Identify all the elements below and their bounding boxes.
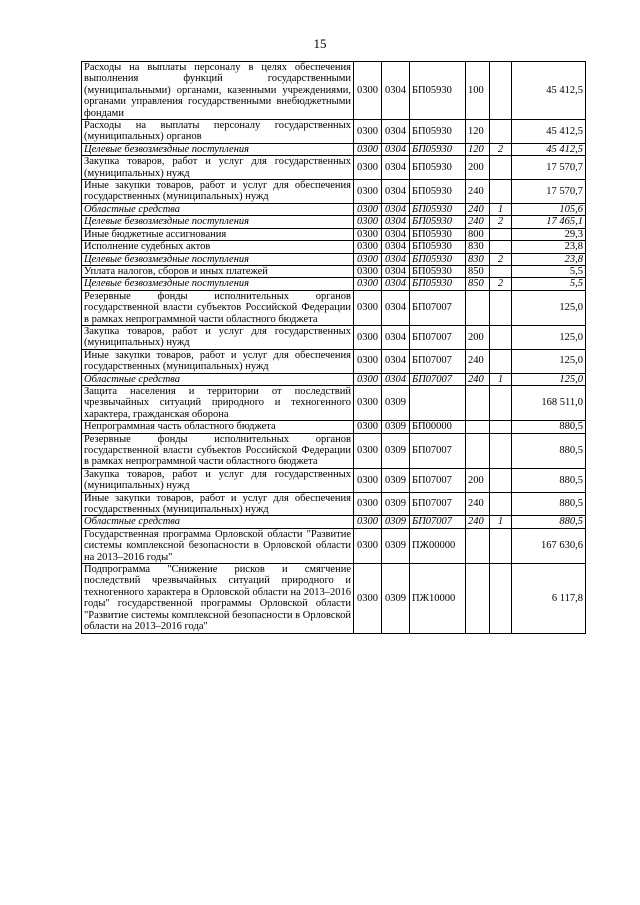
row-target-article-cell: БП00000	[410, 421, 466, 433]
row-expense-type-cell: 240	[466, 373, 490, 385]
row-source-cell	[490, 290, 512, 325]
row-amount-cell: 105,6	[512, 203, 586, 215]
row-amount-cell: 17 570,7	[512, 180, 586, 204]
row-amount-cell: 880,5	[512, 468, 586, 492]
row-name-cell: Исполнение судебных актов	[82, 241, 354, 253]
row-source-cell: 2	[490, 216, 512, 228]
row-subsection-cell: 0309	[382, 421, 410, 433]
row-amount-cell: 23,8	[512, 241, 586, 253]
row-expense-type-cell: 240	[466, 203, 490, 215]
row-subsection-cell: 0304	[382, 290, 410, 325]
row-subsection-cell: 0304	[382, 349, 410, 373]
row-expense-type-cell: 120	[466, 120, 490, 144]
row-target-article-cell: БП05930	[410, 228, 466, 240]
row-section-cell: 0300	[354, 62, 382, 120]
table-row	[82, 156, 586, 180]
page-number: 15	[313, 36, 327, 51]
row-expense-type-cell	[466, 528, 490, 563]
row-section-cell: 0300	[354, 349, 382, 373]
row-source-cell	[490, 241, 512, 253]
row-source-cell: 2	[490, 253, 512, 265]
table-row	[82, 492, 586, 516]
row-section-cell: 0300	[354, 253, 382, 265]
row-section-cell: 0300	[354, 528, 382, 563]
row-source-cell: 2	[490, 143, 512, 155]
row-subsection-cell: 0304	[382, 216, 410, 228]
row-section-cell: 0300	[354, 228, 382, 240]
row-amount-cell: 17 465,1	[512, 216, 586, 228]
row-expense-type-cell: 120	[466, 143, 490, 155]
row-source-cell	[490, 62, 512, 120]
row-section-cell: 0300	[354, 265, 382, 277]
row-section-cell: 0300	[354, 421, 382, 433]
row-subsection-cell: 0309	[382, 564, 410, 633]
row-amount-cell: 5,5	[512, 265, 586, 277]
row-section-cell: 0300	[354, 143, 382, 155]
row-target-article-cell: БП05930	[410, 156, 466, 180]
row-subsection-cell: 0304	[382, 156, 410, 180]
row-expense-type-cell: 830	[466, 241, 490, 253]
table-row	[82, 373, 586, 385]
row-expense-type-cell: 850	[466, 265, 490, 277]
row-name-cell: Целевые безвозмездные поступления	[82, 143, 354, 155]
row-expense-type-cell: 800	[466, 228, 490, 240]
row-amount-cell: 880,5	[512, 516, 586, 528]
row-section-cell: 0300	[354, 120, 382, 144]
row-target-article-cell: БП05930	[410, 203, 466, 215]
row-source-cell	[490, 421, 512, 433]
table-row	[82, 528, 586, 563]
row-amount-cell: 880,5	[512, 492, 586, 516]
row-section-cell: 0300	[354, 180, 382, 204]
row-subsection-cell: 0309	[382, 433, 410, 468]
row-amount-cell: 45 412,5	[512, 62, 586, 120]
row-expense-type-cell: 240	[466, 216, 490, 228]
row-expense-type-cell	[466, 290, 490, 325]
row-subsection-cell: 0304	[382, 241, 410, 253]
table-row	[82, 241, 586, 253]
row-name-cell: Иные бюджетные ассигнования	[82, 228, 354, 240]
row-target-article-cell: БП07007	[410, 325, 466, 349]
row-amount-cell: 17 570,7	[512, 156, 586, 180]
row-source-cell: 1	[490, 373, 512, 385]
table-row	[82, 265, 586, 277]
row-amount-cell: 167 630,6	[512, 528, 586, 563]
row-section-cell: 0300	[354, 203, 382, 215]
row-source-cell	[490, 433, 512, 468]
table-row	[82, 216, 586, 228]
table-row	[82, 253, 586, 265]
row-amount-cell: 5,5	[512, 278, 586, 290]
row-target-article-cell: БП07007	[410, 468, 466, 492]
row-target-article-cell: БП07007	[410, 373, 466, 385]
table-row	[82, 228, 586, 240]
row-name-cell: Целевые безвозмездные поступления	[82, 253, 354, 265]
row-expense-type-cell: 240	[466, 349, 490, 373]
row-amount-cell: 6 117,8	[512, 564, 586, 633]
row-expense-type-cell: 240	[466, 180, 490, 204]
row-section-cell: 0300	[354, 278, 382, 290]
row-expense-type-cell: 200	[466, 156, 490, 180]
row-target-article-cell: БП05930	[410, 241, 466, 253]
row-target-article-cell: БП05930	[410, 143, 466, 155]
row-subsection-cell: 0304	[382, 180, 410, 204]
row-target-article-cell: БП05930	[410, 216, 466, 228]
row-section-cell: 0300	[354, 492, 382, 516]
row-section-cell: 0300	[354, 564, 382, 633]
row-section-cell: 0300	[354, 290, 382, 325]
row-name-cell: Иные закупки товаров, работ и услуг для обеспечения государственных (муниципальных) нужд	[82, 180, 354, 204]
row-source-cell	[490, 492, 512, 516]
row-target-article-cell	[410, 385, 466, 420]
row-expense-type-cell: 200	[466, 325, 490, 349]
row-name-cell: Защита населения и территории от последствий чрезвычайных ситуаций природного и техногенного характера, гражданская оборона	[82, 385, 354, 420]
row-subsection-cell: 0304	[382, 228, 410, 240]
row-target-article-cell: БП07007	[410, 516, 466, 528]
row-subsection-cell: 0309	[382, 492, 410, 516]
row-expense-type-cell	[466, 564, 490, 633]
row-target-article-cell: БП05930	[410, 278, 466, 290]
budget-table-body	[82, 62, 586, 634]
row-source-cell	[490, 120, 512, 144]
row-name-cell: Закупка товаров, работ и услуг для государственных (муниципальных) нужд	[82, 156, 354, 180]
row-expense-type-cell: 100	[466, 62, 490, 120]
table-row	[82, 385, 586, 420]
row-name-cell: Государственная программа Орловской области "Развитие системы комплексной безопасности в Орловской области на 2013–2016 годы"	[82, 528, 354, 563]
row-source-cell	[490, 265, 512, 277]
row-amount-cell: 125,0	[512, 325, 586, 349]
row-section-cell: 0300	[354, 373, 382, 385]
row-source-cell	[490, 180, 512, 204]
row-name-cell: Расходы на выплаты персоналу в целях обеспечения выполнения функций государственными (муниципальными) органами, казенными учреждениями, органами управления государственными внебюджетными фондами	[82, 62, 354, 120]
table-row	[82, 120, 586, 144]
row-amount-cell: 880,5	[512, 421, 586, 433]
row-subsection-cell: 0304	[382, 278, 410, 290]
row-target-article-cell: БП07007	[410, 433, 466, 468]
row-subsection-cell: 0309	[382, 468, 410, 492]
row-name-cell: Закупка товаров, работ и услуг для государственных (муниципальных) нужд	[82, 468, 354, 492]
table-row	[82, 468, 586, 492]
row-subsection-cell: 0304	[382, 265, 410, 277]
row-name-cell: Областные средства	[82, 203, 354, 215]
table-row	[82, 143, 586, 155]
table-row	[82, 433, 586, 468]
budget-table	[81, 61, 586, 634]
row-name-cell: Расходы на выплаты персоналу государственных (муниципальных) органов	[82, 120, 354, 144]
row-target-article-cell: БП07007	[410, 349, 466, 373]
row-subsection-cell: 0304	[382, 373, 410, 385]
table-row	[82, 62, 586, 120]
row-source-cell: 1	[490, 516, 512, 528]
table-row	[82, 290, 586, 325]
row-name-cell: Резервные фонды исполнительных органов государственной власти субъектов Российской Федерации в рамках непрограммной части областного бюджета	[82, 290, 354, 325]
row-amount-cell: 880,5	[512, 433, 586, 468]
row-section-cell: 0300	[354, 468, 382, 492]
row-expense-type-cell	[466, 421, 490, 433]
row-target-article-cell: БП07007	[410, 290, 466, 325]
row-target-article-cell: БП05930	[410, 180, 466, 204]
table-row	[82, 203, 586, 215]
row-amount-cell: 23,8	[512, 253, 586, 265]
row-expense-type-cell: 200	[466, 468, 490, 492]
row-target-article-cell: БП05930	[410, 265, 466, 277]
row-source-cell	[490, 528, 512, 563]
row-source-cell	[490, 349, 512, 373]
row-name-cell: Подпрограмма "Снижение рисков и смягчение последствий чрезвычайных ситуаций природного и техногенного характера в Орловской области на 2013–2016 годы" государственной программы Орловской области "Развитие системы комплексной безопасности в Орловской области на 2013–2016 года"	[82, 564, 354, 633]
row-source-cell	[490, 468, 512, 492]
row-subsection-cell: 0309	[382, 528, 410, 563]
row-subsection-cell: 0304	[382, 325, 410, 349]
row-source-cell	[490, 228, 512, 240]
row-expense-type-cell	[466, 385, 490, 420]
row-subsection-cell: 0304	[382, 143, 410, 155]
row-source-cell: 1	[490, 203, 512, 215]
row-source-cell	[490, 156, 512, 180]
row-source-cell: 2	[490, 278, 512, 290]
row-amount-cell: 125,0	[512, 290, 586, 325]
row-section-cell: 0300	[354, 385, 382, 420]
table-row	[82, 180, 586, 204]
row-name-cell: Иные закупки товаров, работ и услуг для обеспечения государственных (муниципальных) нужд	[82, 349, 354, 373]
row-name-cell: Закупка товаров, работ и услуг для государственных (муниципальных) нужд	[82, 325, 354, 349]
row-target-article-cell: БП05930	[410, 253, 466, 265]
row-expense-type-cell: 240	[466, 492, 490, 516]
row-source-cell	[490, 385, 512, 420]
row-amount-cell: 168 511,0	[512, 385, 586, 420]
table-row	[82, 349, 586, 373]
row-source-cell	[490, 564, 512, 633]
table-row	[82, 564, 586, 633]
row-section-cell: 0300	[354, 433, 382, 468]
row-section-cell: 0300	[354, 156, 382, 180]
row-expense-type-cell	[466, 433, 490, 468]
row-expense-type-cell: 830	[466, 253, 490, 265]
row-amount-cell: 45 412,5	[512, 120, 586, 144]
row-expense-type-cell: 850	[466, 278, 490, 290]
row-amount-cell: 125,0	[512, 373, 586, 385]
row-name-cell: Резервные фонды исполнительных органов государственной власти субъектов Российской Федерации в рамках непрограммной части областного бюджета	[82, 433, 354, 468]
row-subsection-cell: 0304	[382, 62, 410, 120]
row-name-cell: Непрограммная часть областного бюджета	[82, 421, 354, 433]
row-target-article-cell: БП05930	[410, 62, 466, 120]
row-subsection-cell: 0304	[382, 203, 410, 215]
row-expense-type-cell: 240	[466, 516, 490, 528]
row-name-cell: Целевые безвозмездные поступления	[82, 278, 354, 290]
row-amount-cell: 45 412,5	[512, 143, 586, 155]
table-row	[82, 516, 586, 528]
row-source-cell	[490, 325, 512, 349]
row-subsection-cell: 0309	[382, 516, 410, 528]
row-target-article-cell: БП07007	[410, 492, 466, 516]
row-target-article-cell: ПЖ10000	[410, 564, 466, 633]
row-amount-cell: 125,0	[512, 349, 586, 373]
row-amount-cell: 29,3	[512, 228, 586, 240]
table-row	[82, 278, 586, 290]
table-row	[82, 421, 586, 433]
row-section-cell: 0300	[354, 241, 382, 253]
row-section-cell: 0300	[354, 516, 382, 528]
row-name-cell: Областные средства	[82, 516, 354, 528]
row-section-cell: 0300	[354, 216, 382, 228]
row-name-cell: Иные закупки товаров, работ и услуг для обеспечения государственных (муниципальных) нужд	[82, 492, 354, 516]
table-row	[82, 325, 586, 349]
row-name-cell: Областные средства	[82, 373, 354, 385]
row-section-cell: 0300	[354, 325, 382, 349]
row-name-cell: Уплата налогов, сборов и иных платежей	[82, 265, 354, 277]
row-target-article-cell: БП05930	[410, 120, 466, 144]
row-subsection-cell: 0304	[382, 120, 410, 144]
row-subsection-cell: 0304	[382, 253, 410, 265]
row-target-article-cell: ПЖ00000	[410, 528, 466, 563]
row-subsection-cell: 0309	[382, 385, 410, 420]
row-name-cell: Целевые безвозмездные поступления	[82, 216, 354, 228]
